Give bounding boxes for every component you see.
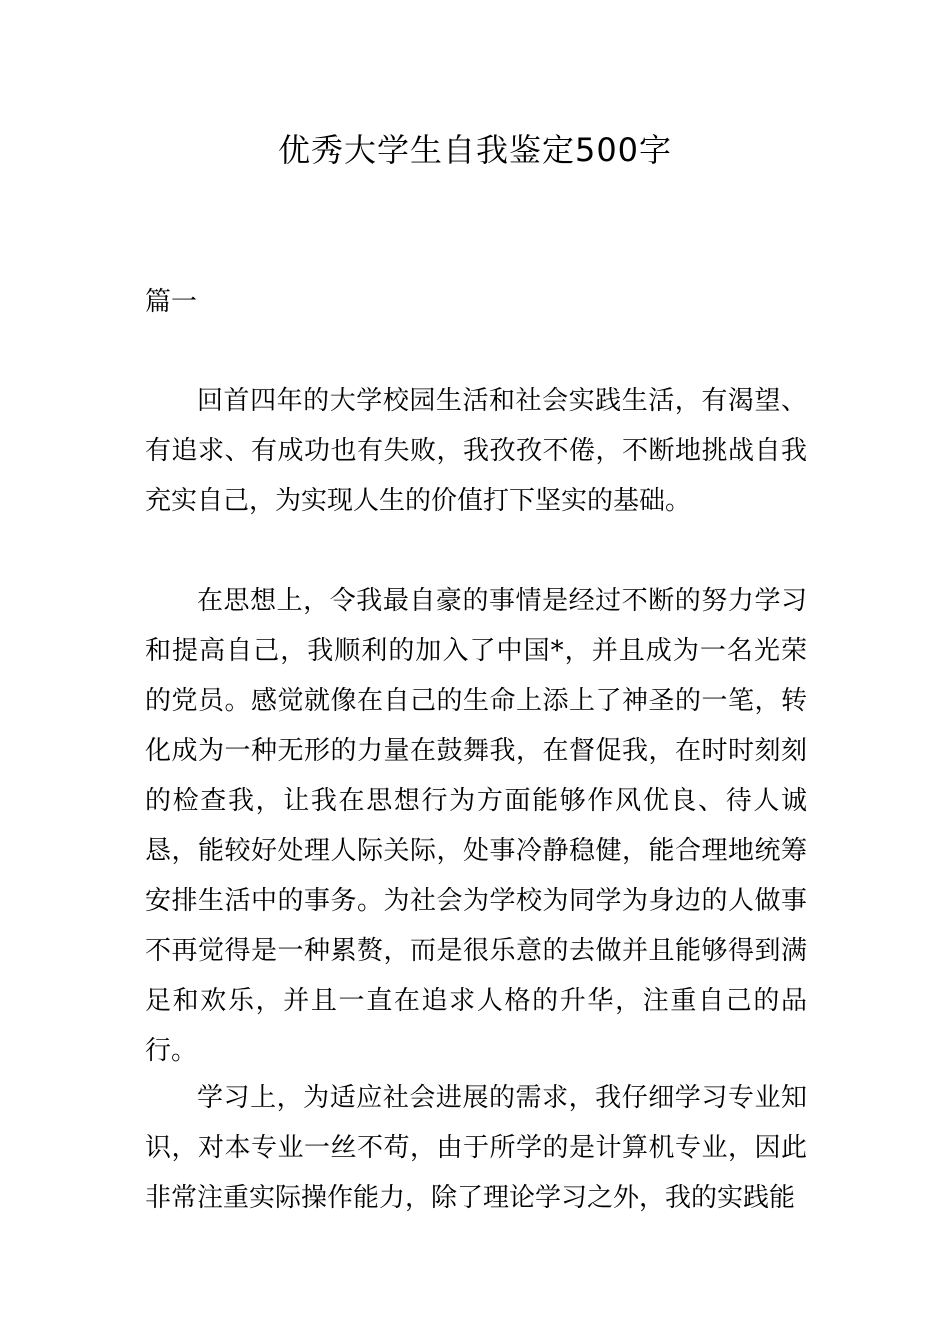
- paragraph-2: 在思想上，令我最自豪的事情是经过不断的努力学习和提高自己，我顺利的加入了中国*，并且成为一名光荣的党员。感觉就像在自己的生命上添上了神圣的一笔，转化成为一种无形的力量在鼓舞我，在督促我，在时时刻刻的检查我，让我在思想行为方面能够作风优良、待人诚恳，能较好处理人际关际，处事冷静稳健，能合理地统筹安排生活中的事务。为社会为学校为同学为身边的人做事不再觉得是一种累赘，而是很乐意的去做并且能够得到满足和欢乐，并且一直在追求人格的升华，注重自己的品行。: [145, 586, 807, 1066]
- paragraph-1: 回首四年的大学校园生活和社会实践生活，有渴望、有追求、有成功也有失败，我孜孜不倦，不断地挑战自我充实自己，为实现人生的价值打下坚实的基础。: [145, 386, 807, 516]
- section-label: 篇一: [145, 287, 198, 317]
- document-title: 优秀大学生自我鉴定500字: [277, 131, 673, 169]
- paragraph-3: 学习上，为适应社会进展的需求，我仔细学习专业知识，对本专业一丝不苟，由于所学的是计算机专业，因此非常注重实际操作能力，除了理论学习之外，我的实践能: [145, 1083, 807, 1213]
